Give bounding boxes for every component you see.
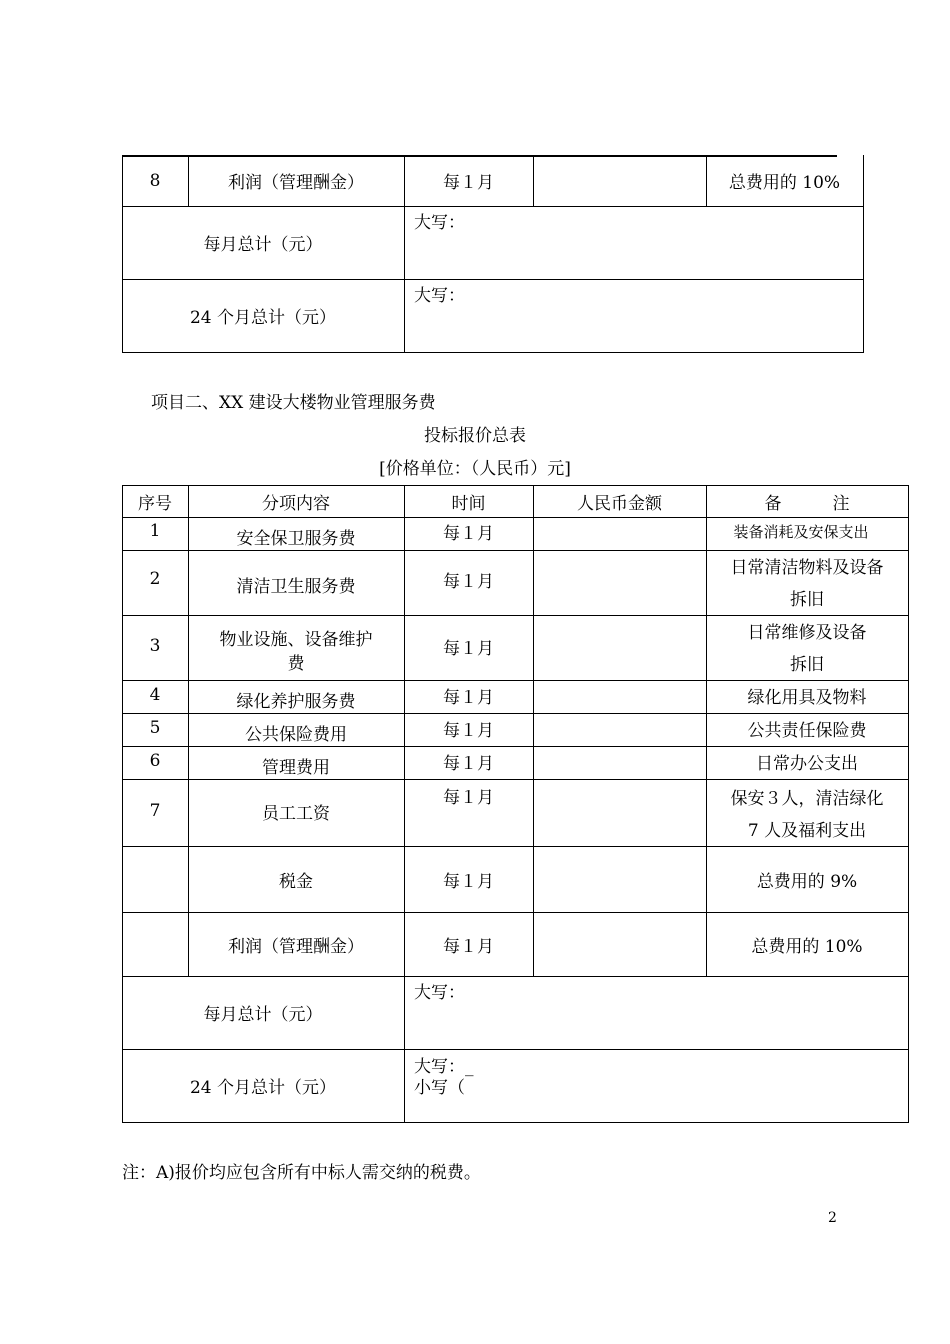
row-time: 每１月	[443, 936, 494, 957]
monthly-total-value: 大写：	[414, 983, 465, 1003]
row-item: 公共保险费用	[245, 724, 347, 745]
header-time: 时间	[451, 493, 486, 514]
row-note-line1: 日常清洁物料及设备	[730, 557, 884, 578]
total-24-label: 24 个月总计（元）	[189, 1078, 337, 1098]
monthly-total-value: 大写：	[414, 213, 465, 233]
row-item: 管理费用	[262, 757, 330, 778]
row-note: 总费用的 9%	[756, 871, 858, 892]
header-amount: 人民币金额	[577, 493, 662, 514]
row-item: 员工工资	[262, 803, 330, 824]
row-item-line2: 费	[287, 653, 305, 674]
row-item: 清洁卫生服务费	[236, 576, 356, 597]
header-number: 序号	[138, 493, 172, 514]
row-time: 每１月	[443, 787, 494, 808]
row-number: 2	[149, 569, 161, 589]
row-number: 6	[149, 751, 161, 771]
row-number: 4	[149, 685, 161, 705]
row-item: 安全保卫服务费	[236, 528, 356, 549]
total-24-value: 大写：	[414, 286, 465, 306]
page-number: 2	[828, 1210, 837, 1226]
row-item: 利润（管理酬金）	[228, 173, 364, 193]
monthly-total-label: 每月总计（元）	[203, 1005, 323, 1025]
total-24-value-line2: 小写（	[414, 1078, 465, 1098]
row-time: 每１月	[443, 523, 494, 544]
footnote: 注：A)报价均应包含所有中标人需交纳的税费。	[122, 1163, 481, 1183]
row-number: 7	[149, 801, 161, 821]
row-note: 总费用的 10%	[728, 173, 841, 193]
row-note: 绿化用具及物料	[747, 687, 867, 708]
row-number: 3	[149, 636, 161, 656]
row-note: 装备消耗及安保支出	[733, 522, 869, 541]
table-title: 投标报价总表	[424, 426, 526, 446]
row-time: 每１月	[443, 173, 494, 193]
row-note-line2: 拆旧	[790, 589, 824, 610]
row-item-line1: 物业设施、设备维护	[219, 629, 373, 650]
row-time: 每１月	[443, 871, 494, 892]
row-number: 8	[149, 170, 161, 191]
row-note-line1: 保安３人，清洁绿化	[730, 788, 884, 809]
row-note-line2: 7 人及福利支出	[747, 820, 867, 841]
header-item: 分项内容	[262, 493, 330, 514]
total-24-label: 24 个月总计（元）	[189, 308, 337, 328]
row-time: 每１月	[443, 687, 494, 708]
row-note-line1: 日常维修及设备	[747, 622, 867, 643]
row-item: 税金	[279, 871, 313, 892]
row-time: 每１月	[443, 571, 494, 592]
row-number: 1	[149, 521, 161, 541]
row-amount	[533, 155, 706, 206]
price-unit: [价格单位：（人民币）元]	[379, 459, 571, 479]
header-note: 备 注	[764, 493, 850, 514]
monthly-total-label: 每月总计（元）	[203, 235, 323, 255]
row-note: 公共责任保险费	[747, 720, 867, 741]
total-24-value-line1: 大写：_	[414, 1057, 474, 1077]
row-note: 日常办公支出	[756, 753, 858, 774]
section-heading: 项目二、XX 建设大楼物业管理服务费	[151, 393, 436, 413]
row-item: 绿化养护服务费	[236, 691, 356, 712]
row-time: 每１月	[443, 753, 494, 774]
row-number: 5	[149, 718, 161, 738]
row-note-line2: 拆旧	[790, 654, 824, 675]
row-time: 每１月	[443, 720, 494, 741]
row-item: 利润（管理酬金）	[228, 936, 364, 957]
row-time: 每１月	[443, 638, 494, 659]
row-note: 总费用的 10%	[751, 936, 863, 957]
